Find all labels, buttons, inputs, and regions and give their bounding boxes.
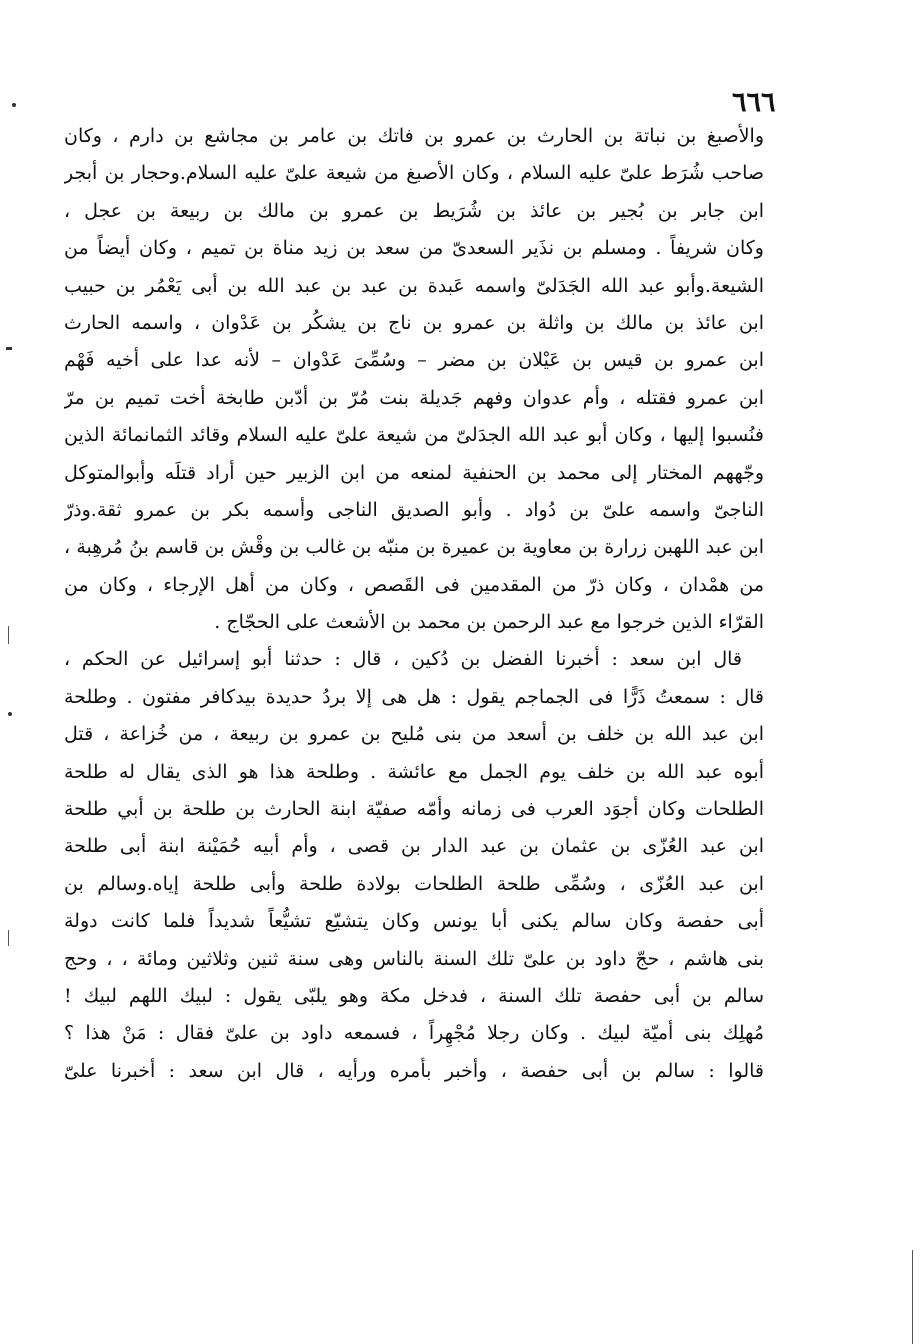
text-line: الطلحات وكان أجوَد العرب فى زمانه وأمّه صفيّة ابنة الحارث بن طلحة بن أبي طلحة: [64, 798, 764, 821]
scan-edge-line: [8, 930, 9, 946]
text-line: ابن عبد اللهبن زرارة بن معاوية بن عميرة بن منبّه بن غالب بن وقْش بن قاسم بنُ مُرهِبة ،: [64, 536, 764, 559]
text-line: ابن عبد الله بن خلف بن أسعد من بنى مُليح بن عمرو بن ربيعة ، من خُزاعة ، قتل: [64, 723, 764, 746]
text-line: القرّاء الذين خرجوا مع عبد الرحمن بن محمد بن الأشعث على الحجّاج .: [214, 611, 764, 634]
scan-speck: [6, 347, 12, 350]
text-line: ابن عمرو بن قيس بن عَيْلان بن مضر – وسُمِّىَ عَدْوان – لأنه عدا على أخيه فَهْم: [64, 349, 764, 372]
text-line: مُهلِك بنى أميّة لبيك . وكان رجلا مُجْهِراً ، فسمعه داود بن علىّ فقال : مَنْ هذا ؟: [64, 1022, 764, 1045]
text-line: ابن عمرو فقتله ، وأم عدوان وفهم جَديلة بنت مُرّ بن أدّبن طابخة أخت تميم بن مرّ: [64, 386, 764, 409]
text-line: وجّههم المختار إلى محمد بن الحنفية لمنعه من ابن الزبير حين أراد قتلَه وأبوالمتوكل: [64, 461, 764, 484]
text-line: أبى حفصة وكان سالم يكنى أبا يونس وكان يتشيّع تشيُّعاً شديداً فلما كانت دولة: [64, 910, 764, 933]
text-line: أبوه عبد الله بن خلف يوم الجمل مع عائشة . وطلحة هذا هو الذى يقال له طلحة: [64, 760, 764, 783]
text-line: والأصبغ بن نباتة بن الحارث بن عمرو بن فاتك بن عامر بن مجاشع بن دارم ، وكان: [64, 125, 764, 147]
page-number: ٦٦٦: [732, 87, 776, 118]
text-line: الشيعة.وأبو عبد الله الجَدَلىّ واسمه عَبدة بن عبد بن عبد الله بن أبى يَعْمُر بن حبيب: [64, 274, 764, 297]
text-line: قال ابن سعد : أخبرنا الفضل بن دُكين ، قال : حدثنا أبو إسرائيل عن الحكم ،: [64, 648, 742, 671]
page-body-text: [64, 118, 764, 1090]
text-line: قال : سمعتُ ذَرًّا فى الجماجم يقول : هل هى إلا بردُ حديدة بيدكافر مفتون . وطلحة: [64, 685, 764, 708]
text-line: بنى هاشم ، حجّ داود بن علىّ تلك السنة بالناس وهى سنة ثنين وثلاثين ومائة ، ، وحج: [64, 947, 764, 970]
text-line: ابن جابر بن بُجير بن عائذ بن شُرَيط بن عمرو بن مالك بن ربيعة بن عجل ،: [64, 199, 764, 222]
scan-edge-line: [8, 626, 9, 644]
scan-speck: [8, 712, 12, 716]
text-line: من همْدان ، وكان ذرّ من المقدمين فى القَصص ، وكان من أهل الإرجاء ، وكان من: [64, 573, 764, 596]
text-line: ابن عائذ بن مالك بن واثلة بن عمرو بن ناج بن يشكُر بن عَدْوان ، واسمه الحارث: [64, 311, 764, 334]
text-line: وكان شريفاً . ومسلم بن نذَير السعدىّ من سعد بن زيد مناة بن تميم ، وكان أيضاً من: [64, 237, 764, 260]
text-line: الناجىّ واسمه علىّ بن دُواد . وأبو الصديق الناجى وأسمه بكر بن عمرو ثقة.وذرّ: [64, 498, 764, 521]
text-line: فنُسبوا إليها ، وكان أبو عبد الله الجدَلىّ من شيعة علىّ عليه السلام وقائد الثمانمائة الذين: [64, 424, 764, 447]
text-line: قالوا : سالم بن أبى حفصة ، وأخبر بأمره ورأيه ، قال ابن سعد : أخبرنا علىّ: [64, 1059, 764, 1082]
text-line: ابن عبد العُزّى بن عثمان بن عبد الدار بن قصى ، وأم أبيه حُمَيْنة ابنة أبى طلحة: [64, 835, 764, 858]
scan-edge-line: [912, 1250, 913, 1344]
text-line: ابن عبد العُزّى ، وسُمِّى طلحة الطلحات بولادة طلحة وأبى طلحة إياه.وسالم بن: [64, 872, 764, 895]
text-line: سالم بن أبى حفصة تلك السنة ، فدخل مكة وهو يلبّى يقول : لبيك اللهم لبيك !: [64, 984, 764, 1007]
text-line: صاحب شُرَط علىّ عليه السلام ، وكان الأصبغ من شيعة علىّ عليه السلام.وحجار بن أبجر: [64, 162, 764, 185]
scan-speck: [12, 103, 16, 107]
